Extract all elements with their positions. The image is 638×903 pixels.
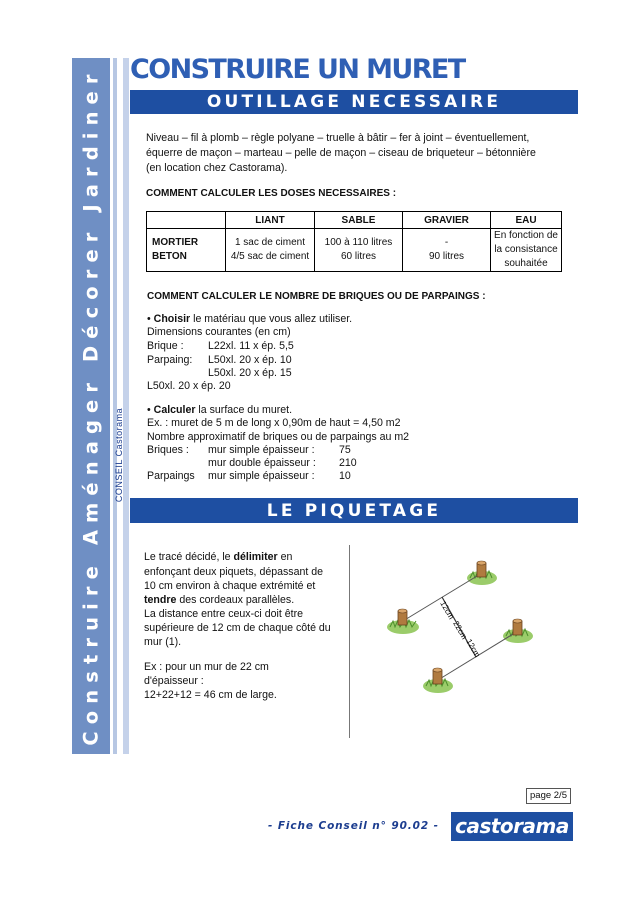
outillage-header: OUTILLAGE NECESSAIRE <box>130 90 578 114</box>
piquetage-line: La distance entre ceux-ci doit être <box>144 608 303 620</box>
example-line: 12+22+12 = 46 cm de large. <box>144 689 277 701</box>
stake-icon <box>433 668 442 684</box>
dims-label: Brique : <box>147 340 184 352</box>
piquetage-text: Le tracé décidé, le <box>144 551 234 563</box>
row-label-mortier: MORTIER <box>152 237 199 248</box>
divider <box>349 545 350 738</box>
piquetage-line <box>144 593 294 608</box>
eau-line: souhaitée <box>504 258 548 269</box>
example-line: Ex : pour un mur de 22 cm <box>144 661 269 673</box>
row-label-beton: BETON <box>152 251 187 262</box>
stake-icon <box>477 561 486 577</box>
count-label: Parpaings <box>147 470 195 482</box>
fiche-conseil-label: - Fiche Conseil n° 90.02 - <box>268 820 439 832</box>
example-line: d'épaisseur : <box>144 675 204 687</box>
gravier-beton: 90 litres <box>428 251 464 262</box>
sable-mortier: 100 à 110 litres <box>324 237 393 248</box>
page-title: CONSTRUIRE UN MURET <box>130 54 465 85</box>
table-header-cell: LIANT <box>226 212 315 229</box>
piquetage-text: en <box>277 551 293 563</box>
piquetage-line: mur (1). <box>144 636 182 648</box>
table-header-cell: SABLE <box>315 212 403 229</box>
table-header-cell <box>147 212 226 229</box>
piquetage-header: LE PIQUETAGE <box>130 498 578 523</box>
table-cell-sable <box>315 229 403 272</box>
table-header-cell: GRAVIER <box>403 212 491 229</box>
tools-line: (en location chez Castorama). <box>146 162 288 174</box>
table-header-row <box>147 212 562 229</box>
calculer-rest: la surface du muret. <box>195 404 293 416</box>
table-cell-label <box>147 229 226 272</box>
bullet: • <box>147 313 151 325</box>
tendre-word: tendre <box>144 594 177 606</box>
castorama-logo: castorama <box>451 812 573 841</box>
count-type: mur simple épaisseur : <box>208 470 315 482</box>
measure-label: 12cm <box>438 599 456 621</box>
count-label: Briques : <box>147 444 189 456</box>
table-header-cell: EAU <box>491 212 562 229</box>
measure-label: 12cm <box>464 637 482 659</box>
table-cell-gravier <box>403 229 491 272</box>
dims-value: L50xl. 20 x ép. 10 <box>208 354 292 366</box>
measure-label: 22cm <box>451 619 469 641</box>
example-line: Ex. : muret de 5 m de long x 0,90m de haut = 4,50 m2 <box>147 417 401 429</box>
bullet: • <box>147 404 151 416</box>
count-type: mur double épaisseur : <box>208 457 316 469</box>
doses-heading: COMMENT CALCULER LES DOSES NECESSAIRES : <box>146 188 397 199</box>
piquetage-diagram <box>378 545 558 705</box>
gravier-mortier: - <box>444 237 449 248</box>
piquetage-line: supérieure de 12 cm de chaque côté du <box>144 622 331 634</box>
dims-row <box>147 339 294 354</box>
liant-mortier: 1 sac de ciment <box>234 237 306 248</box>
stake-icon <box>398 609 407 625</box>
count-type: mur simple épaisseur : <box>208 444 315 456</box>
tools-line: Niveau – fil à plomb – règle polyane – truelle à bâtir – fer à joint – éventuellement, <box>146 132 530 144</box>
choisir-rest: le matériau que vous allez utiliser. <box>190 313 353 325</box>
piquetage-line <box>144 550 292 565</box>
briques-heading: COMMENT CALCULER LE NOMBRE DE BRIQUES OU DE PARPAINGS : <box>147 291 486 302</box>
conseil-text: CONSEIL Castorama <box>114 407 125 503</box>
piquetage-text: des cordeaux parallèles. <box>176 594 295 606</box>
side-vertical-title-text: Construire Aménager Décorer Jardiner <box>79 66 103 746</box>
table-cell-eau <box>491 229 562 272</box>
dims-intro: Dimensions courantes (en cm) <box>147 326 291 338</box>
count-value: 10 <box>339 470 351 482</box>
sable-beton: 60 litres <box>340 251 376 262</box>
dims-label: Parpaing: <box>147 354 193 366</box>
calculer-word: Calculer <box>153 404 196 416</box>
stake-icon <box>513 619 522 635</box>
count-value: 210 <box>339 457 357 469</box>
dims-value: L50xl. 20 x ép. 15 <box>208 367 292 379</box>
table-row <box>147 229 562 272</box>
doses-table <box>146 211 562 272</box>
table-cell-liant <box>226 229 315 272</box>
side-vertical-title <box>72 58 110 754</box>
approx-line: Nombre approximatif de briques ou de parpaings au m2 <box>147 431 410 443</box>
eau-line: la consistance <box>494 244 558 255</box>
liant-beton: 4/5 sac de ciment <box>230 251 310 262</box>
piquetage-line: 10 cm environ à chaque extrémité et <box>144 580 316 592</box>
eau-line: En fonction de <box>494 230 558 241</box>
delimiter-word: délimiter <box>233 551 278 563</box>
dims-last: L50xl. 20 x ép. 20 <box>147 380 231 392</box>
page-number-badge: page 2/5 <box>526 788 571 804</box>
piquetage-line: enfonçant deux piquets, dépassant de <box>144 566 324 578</box>
count-value: 75 <box>339 444 351 456</box>
conseil-castorama-label <box>113 390 125 520</box>
tools-line: équerre de maçon – marteau – pelle de maçon – ciseau de briqueteur – bétonnière <box>146 147 536 159</box>
count-row <box>147 469 351 484</box>
choisir-word: Choisir <box>153 313 191 325</box>
dims-value: L22xl. 11 x ép. 5,5 <box>208 340 294 352</box>
